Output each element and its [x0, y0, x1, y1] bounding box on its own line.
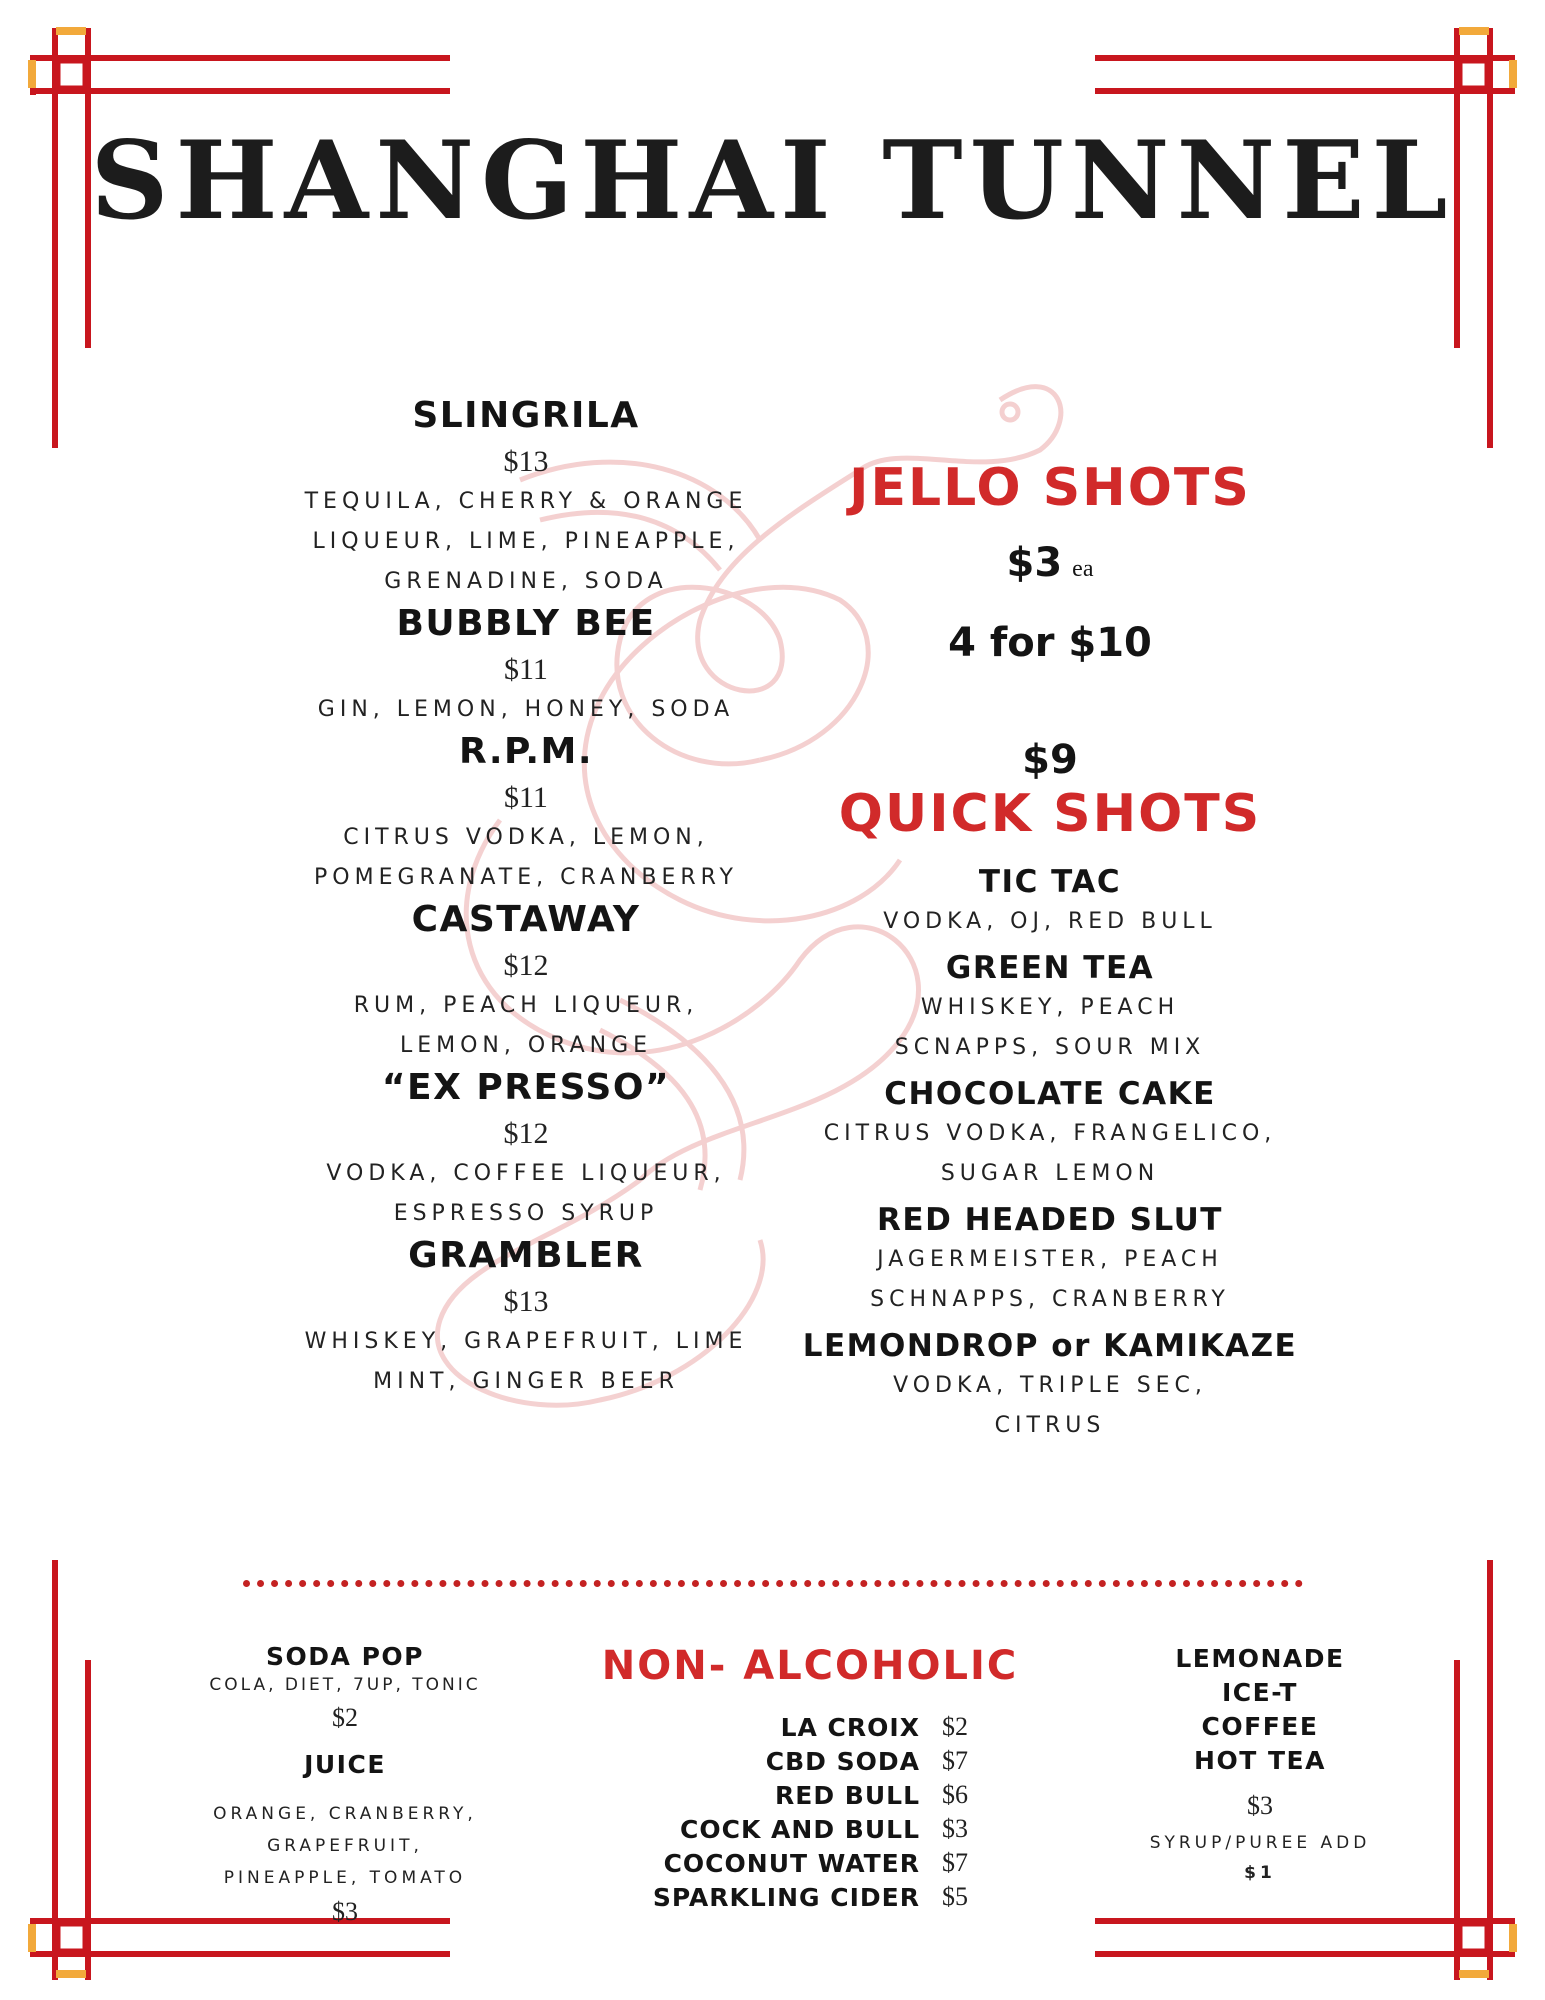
jello-shots-section — [770, 458, 1330, 668]
quick-shot-item — [770, 1200, 1330, 1320]
cocktail-desc: GIN, LEMON, HONEY, SODA — [317, 697, 735, 722]
jello-deal: 4 for $10 — [948, 620, 1152, 666]
non-alcoholic-item — [630, 1744, 1050, 1778]
cocktail-price: $11 — [504, 781, 548, 814]
page-title: SHANGHAI TUNNEL — [90, 118, 1455, 244]
quick-shot-item — [770, 862, 1330, 942]
cocktail-desc: LEMON, ORANGE — [399, 1033, 653, 1058]
quick-shot-desc: WHISKEY, PEACH — [920, 995, 1180, 1020]
non-alcoholic-name: RED BULL — [775, 1780, 920, 1810]
quick-shot-name: CHOCOLATE CAKE — [884, 1076, 1216, 1112]
non-alcoholic-item — [630, 1778, 1050, 1812]
non-alcoholic-price: $3 — [942, 1814, 968, 1843]
cocktail-desc: VODKA, COFFEE LIQUEUR, — [326, 1161, 726, 1186]
juice-desc: ORANGE, CRANBERRY, — [213, 1804, 477, 1824]
drink-price: $3 — [1247, 1791, 1273, 1820]
addon-label: SYRUP/PUREE ADD — [1149, 1833, 1371, 1853]
juice-desc: GRAPEFRUIT, — [267, 1836, 423, 1856]
cocktail-desc: RUM, PEACH LIQUEUR, — [353, 993, 699, 1018]
dotted-divider — [243, 1580, 1303, 1587]
quick-shot-name: GREEN TEA — [945, 950, 1155, 986]
non-alcoholic-name: LA CROIX — [780, 1712, 920, 1742]
quick-shot-desc: CITRUS — [994, 1413, 1106, 1438]
drink-name: LEMONADE — [1175, 1644, 1345, 1673]
non-alcoholic-item — [630, 1710, 1050, 1744]
non-alcoholic-heading: NON- ALCOHOLIC — [601, 1643, 1019, 1689]
quick-shot-item — [770, 948, 1330, 1068]
quick-shots-heading: QUICK SHOTS — [838, 784, 1262, 844]
cocktail-name: R.P.M. — [458, 731, 593, 772]
non-alcoholic-item — [630, 1846, 1050, 1880]
drink-name: HOT TEA — [1194, 1746, 1326, 1775]
cocktail-price: $13 — [503, 1285, 549, 1318]
hot-cold-drinks-section — [1120, 1642, 1400, 1890]
cocktail-name: BUBBLY BEE — [396, 603, 656, 644]
non-alcoholic-section — [570, 1640, 1050, 1914]
cocktail-desc: LIQUEUR, LIME, PINEAPPLE, — [312, 529, 740, 554]
non-alcoholic-price: $7 — [942, 1848, 968, 1877]
quick-shots-price: $9 — [1022, 737, 1078, 783]
soda-juice-section — [185, 1640, 505, 1930]
non-alcoholic-name: COCONUT WATER — [663, 1848, 920, 1878]
cocktail-list — [246, 394, 806, 1402]
quick-shot-name: RED HEADED SLUT — [877, 1202, 1223, 1238]
quick-shot-desc: SUGAR LEMON — [940, 1161, 1160, 1186]
juice-price: $3 — [332, 1897, 358, 1926]
cocktail-item — [246, 394, 806, 602]
cocktail-desc: MINT, GINGER BEER — [373, 1369, 679, 1394]
non-alcoholic-price: $5 — [942, 1882, 968, 1911]
quick-shot-name: TIC TAC — [978, 864, 1122, 900]
non-alcoholic-price: $2 — [942, 1712, 968, 1741]
cocktail-desc: TEQUILA, CHERRY & ORANGE — [304, 489, 748, 514]
jello-shots-heading: JELLO SHOTS — [849, 458, 1251, 518]
non-alcoholic-item — [630, 1812, 1050, 1846]
cocktail-name: SLINGRILA — [412, 395, 640, 436]
jello-price: $3 — [1006, 540, 1063, 586]
cocktail-desc: GRENADINE, SODA — [384, 569, 668, 594]
addon-price: $1 — [1244, 1863, 1276, 1883]
cocktail-item — [246, 1234, 806, 1402]
non-alcoholic-name: SPARKLING CIDER — [652, 1882, 920, 1912]
soda-pop-price: $2 — [332, 1703, 358, 1732]
non-alcoholic-item — [630, 1880, 1050, 1914]
cocktail-name: GRAMBLER — [408, 1235, 644, 1276]
quick-shot-desc: VODKA, TRIPLE SEC, — [893, 1373, 1207, 1398]
drink-name: ICE-T — [1222, 1678, 1298, 1707]
soda-pop-desc: COLA, DIET, 7UP, TONIC — [209, 1675, 481, 1695]
cocktail-item — [246, 1066, 806, 1234]
cocktail-price: $12 — [503, 1117, 549, 1150]
cocktail-item — [246, 602, 806, 730]
quick-shot-desc: VODKA, OJ, RED BULL — [883, 909, 1217, 934]
quick-shot-item — [770, 1074, 1330, 1194]
cocktail-desc: WHISKEY, GRAPEFRUIT, LIME — [304, 1329, 748, 1354]
non-alcoholic-price: $6 — [942, 1780, 968, 1809]
cocktail-item — [246, 730, 806, 898]
quick-shot-item — [770, 1326, 1330, 1446]
quick-shots-section — [770, 736, 1330, 1446]
cocktail-name: “EX PRESSO” — [381, 1067, 671, 1108]
juice-desc: PINEAPPLE, TOMATO — [223, 1868, 467, 1888]
soda-pop-name: SODA POP — [266, 1642, 424, 1671]
cocktail-desc: POMEGRANATE, CRANBERRY — [314, 865, 738, 890]
cocktail-desc: CITRUS VODKA, LEMON, — [343, 825, 709, 850]
cocktail-name: CASTAWAY — [411, 899, 641, 940]
jello-unit: ea — [1072, 556, 1094, 582]
quick-shot-name: LEMONDROP or KAMIKAZE — [802, 1328, 1298, 1364]
quick-shot-desc: JAGERMEISTER, PEACH — [877, 1247, 1223, 1272]
non-alcoholic-name: CBD SODA — [765, 1746, 920, 1776]
quick-shot-desc: SCHNAPPS, CRANBERRY — [870, 1287, 1230, 1312]
drink-name: COFFEE — [1201, 1712, 1319, 1741]
quick-shot-desc: SCNAPPS, SOUR MIX — [894, 1035, 1206, 1060]
cocktail-item — [246, 898, 806, 1066]
cocktail-price: $12 — [503, 949, 549, 982]
non-alcoholic-name: COCK AND BULL — [680, 1814, 920, 1844]
cocktail-price: $13 — [503, 445, 549, 478]
cocktail-desc: ESPRESSO SYRUP — [393, 1201, 659, 1226]
non-alcoholic-price: $7 — [942, 1746, 968, 1775]
quick-shot-desc: CITRUS VODKA, FRANGELICO, — [823, 1121, 1277, 1146]
cocktail-price: $11 — [504, 653, 548, 686]
juice-name: JUICE — [304, 1750, 386, 1779]
